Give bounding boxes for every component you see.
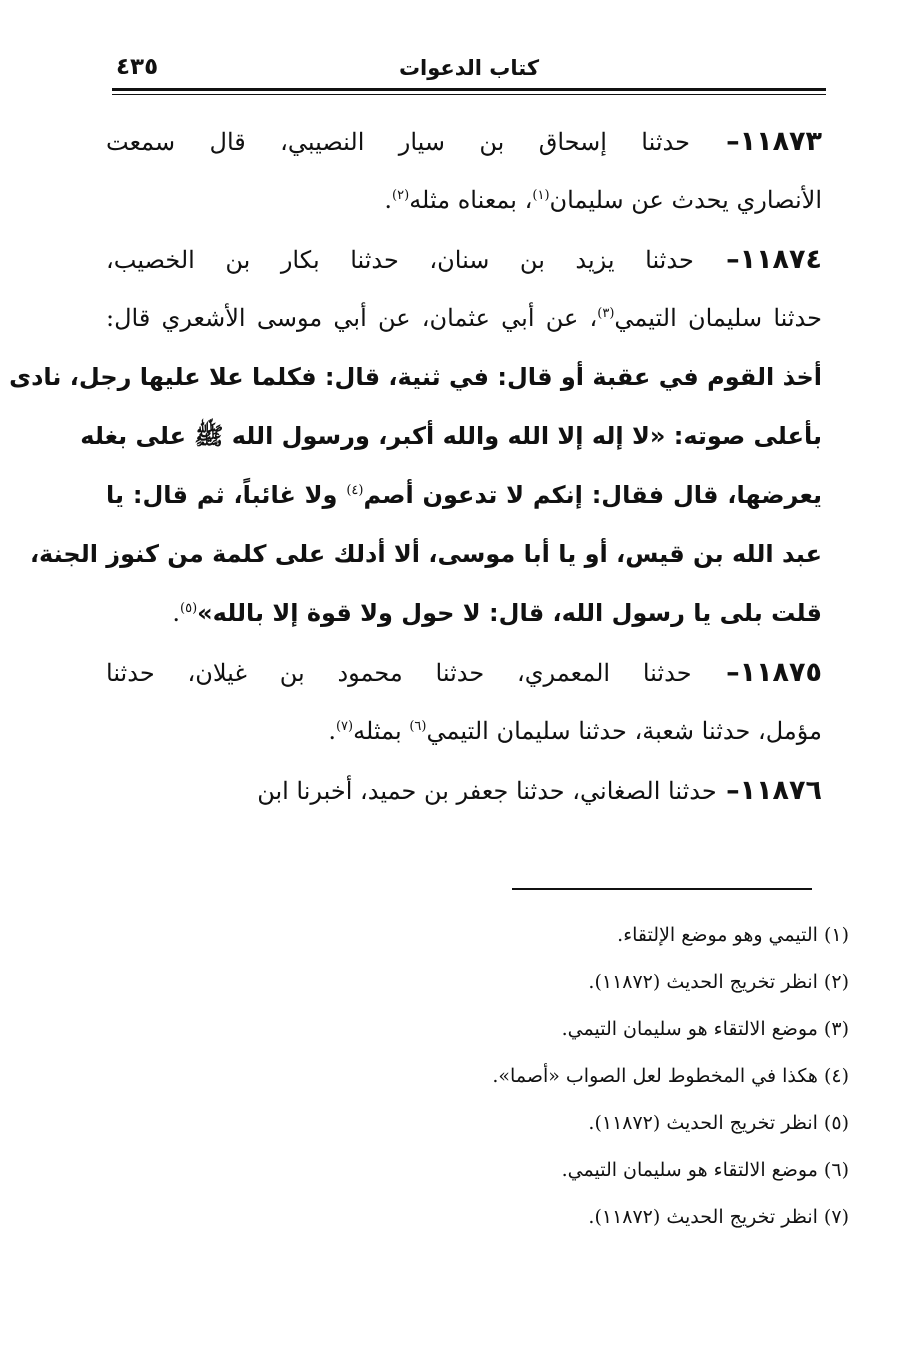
chapter-title: كتاب الدعوات	[398, 56, 540, 80]
text-segment: حدثنا سليمان التيمي	[614, 304, 822, 332]
text-line	[9, 348, 822, 407]
footnote-ref: (٧)	[335, 719, 354, 734]
text-line	[106, 112, 822, 171]
text-segment: .	[172, 599, 181, 627]
footnote-separator	[512, 888, 812, 890]
text-line	[106, 230, 822, 289]
hadith-number: ١١٨٧٥–	[691, 657, 822, 688]
text-segment: عبد الله بن قيس، أو يا أبا موسى، ألا أدلك على كلمة من كنوز الجنة،	[29, 540, 822, 568]
footnote-ref: (٥)	[180, 601, 198, 616]
header-rule-thick	[112, 88, 826, 91]
footnote-ref: (٦)	[409, 719, 427, 734]
text-segment: ، بمعناه مثله	[409, 186, 533, 214]
footnote: (٧) انظر تخريج الحديث (١١٨٧٢).	[588, 1206, 849, 1228]
text-line	[106, 702, 822, 761]
text-segment: أخذ القوم في عقبة أو قال: في ثنية، قال: فكلما علا عليها رجل، نادى	[9, 363, 822, 391]
text-segment: قلت بلى يا رسول الله، قال: لا حول ولا قوة إلا بالله»	[197, 599, 822, 627]
text-line	[106, 761, 822, 820]
text-segment: بأعلى صوته: «لا إله إلا الله والله أكبر، ورسول الله ﷺ على بغله	[80, 422, 822, 450]
text-segment: الأنصاري يحدث عن سليمان	[549, 186, 822, 214]
text-segment: حدثنا يزيد بن سنان، حدثنا بكار بن الخصيب،	[106, 246, 694, 274]
hadith-number: ١١٨٧٦–	[716, 775, 822, 806]
text-segment: حدثنا إسحاق بن سيار النصيبي، قال سمعت	[106, 128, 690, 156]
text-line	[106, 171, 822, 230]
footnote-ref: (٤)	[346, 483, 364, 498]
footnote: (٢) انظر تخريج الحديث (١١٨٧٢).	[588, 971, 849, 993]
text-segment: بمثله	[353, 717, 410, 745]
running-header	[112, 52, 826, 86]
text-segment: حدثنا الصغاني، حدثنا جعفر بن حميد، أخبرنا ابن	[257, 777, 717, 805]
hadith-number: ١١٨٧٤–	[693, 244, 822, 275]
text-segment: .	[328, 717, 336, 745]
footnote: (٣) موضع الالتقاء هو سليمان التيمي.	[561, 1018, 849, 1040]
footnote-ref: (٣)	[597, 306, 615, 321]
text-line	[106, 584, 822, 643]
text-segment: مؤمل، حدثنا شعبة، حدثنا سليمان التيمي	[426, 717, 822, 745]
text-line	[29, 525, 822, 584]
page-number: ٤٣٥	[116, 54, 159, 80]
footnote: (٥) انظر تخريج الحديث (١١٨٧٢).	[588, 1112, 849, 1134]
footnote-ref: (٢)	[392, 188, 410, 203]
main-text	[9, 112, 823, 820]
footnote: (١) التيمي وهو موضع الإلتقاء.	[617, 924, 849, 946]
footnote-ref: (١)	[532, 188, 550, 203]
text-line	[106, 289, 822, 348]
header-rule-thin	[112, 94, 826, 95]
footnote: (٦) موضع الالتقاء هو سليمان التيمي.	[561, 1159, 849, 1181]
text-line	[106, 643, 822, 702]
text-line	[106, 466, 822, 525]
footnote: (٤) هكذا في المخطوط لعل الصواب «أصما».	[492, 1065, 849, 1087]
text-segment: حدثنا المعمري، حدثنا محمود بن غيلان، حدثنا	[106, 659, 692, 687]
text-line	[80, 407, 822, 466]
text-segment: يعرضها، قال فقال: إنكم لا تدعون أصم	[363, 481, 823, 509]
text-segment: .	[384, 186, 393, 214]
text-segment: ولا غائباً، ثم قال: يا	[106, 481, 347, 509]
footnotes	[149, 912, 849, 1241]
text-segment: ، عن أبي عثمان، عن أبي موسى الأشعري قال:	[106, 304, 598, 332]
hadith-number: ١١٨٧٣–	[689, 126, 823, 157]
